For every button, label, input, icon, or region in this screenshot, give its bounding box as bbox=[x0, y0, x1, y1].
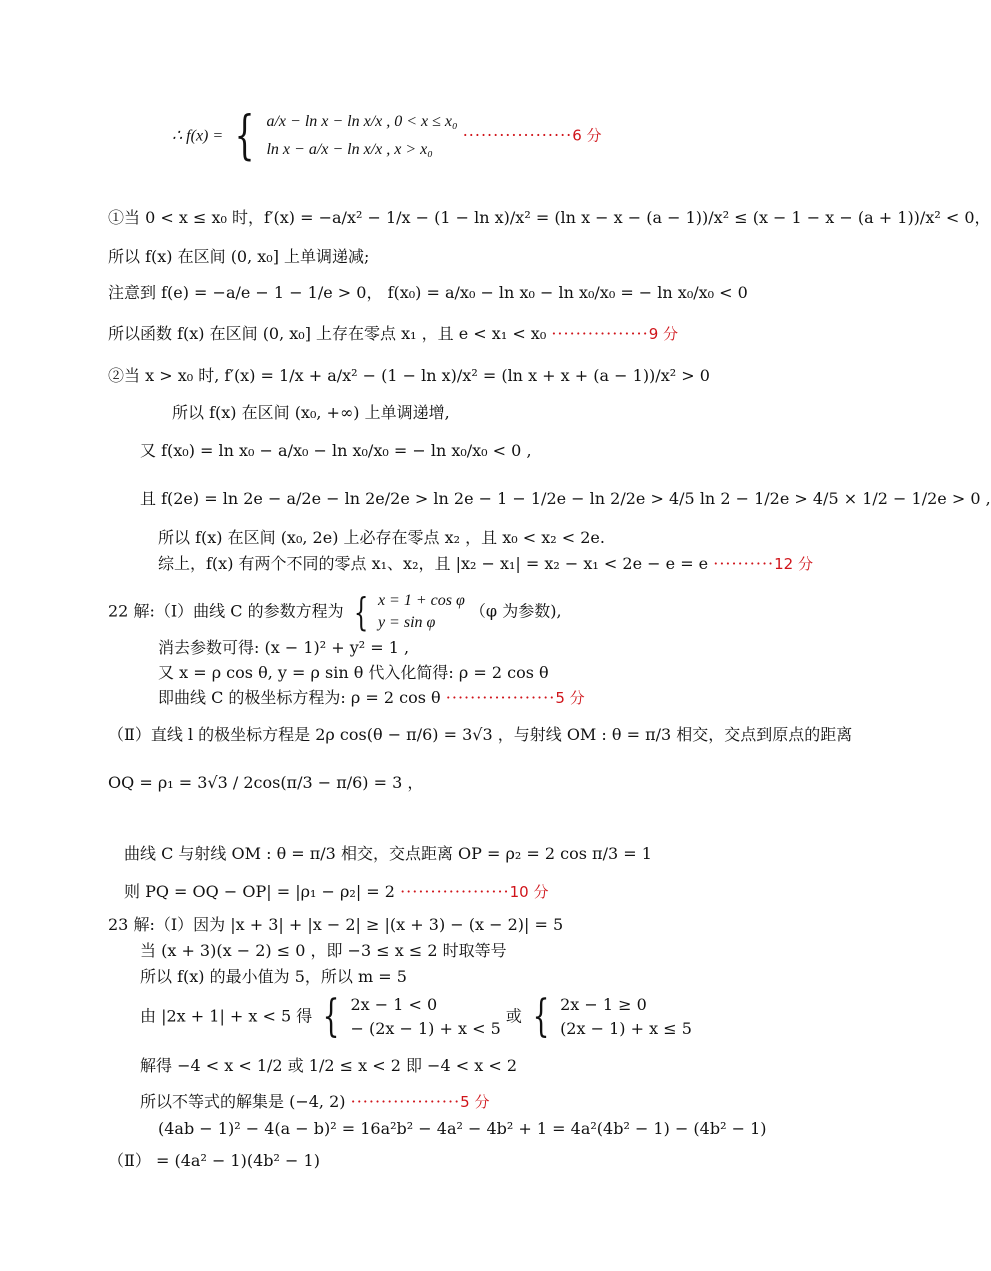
conclusion bbox=[158, 553, 813, 575]
left-brace: { bbox=[234, 106, 255, 166]
zero-x1-text: 所以函数 f(x) 在区间 (0, x₀] 上存在零点 x₁ ，且 e < x₁ < x₀ bbox=[108, 324, 547, 343]
score-6: 6 分 bbox=[572, 126, 602, 145]
pq-distance-text: 则 PQ = OQ − OP| = |ρ₁ − ρ₂| = 2 bbox=[124, 882, 395, 901]
solution-set-text: 所以不等式的解集是 (−4, 2) bbox=[140, 1092, 346, 1111]
note-values: 注意到 f(e) = −a/e − 1 − 1/e > 0， f(x₀) = a/x₀ − ln x₀ − ln x₀/x₀ = − ln x₀/x₀ < 0 bbox=[108, 283, 748, 302]
score-12: 12 分 bbox=[774, 555, 813, 573]
oq-distance: OQ = ρ₁ = 3√3 / 2cos(π/3 − π/6) = 3 ， bbox=[108, 773, 424, 792]
score-dots: ················ bbox=[551, 324, 649, 343]
substitute-polar: 又 x = ρ cos θ, y = ρ sin θ 代入化简得: ρ = 2 cos θ bbox=[158, 663, 549, 682]
zero-x1 bbox=[108, 323, 678, 345]
min-value: 所以 f(x) 的最小值为 5，所以 m = 5 bbox=[140, 967, 407, 986]
score-5: 5 分 bbox=[555, 689, 585, 707]
piece-case-2: ln x − a/x − ln x/x , x > x₀ bbox=[266, 141, 433, 158]
piece-prefix: ∴ f(x) = bbox=[172, 127, 224, 145]
param-system bbox=[378, 590, 465, 634]
part2-label: （Ⅱ） bbox=[108, 1151, 151, 1170]
monotone-increasing: 所以 f(x) 在区间 (x₀, +∞) 上单调递增, bbox=[172, 403, 450, 422]
system-b-1: 2x − 1 ≥ 0 bbox=[560, 995, 647, 1014]
piece-case-1: a/x − ln x − ln x/x , 0 < x ≤ x₀ bbox=[266, 113, 458, 130]
p23-part1: 23 解:（Ⅰ）因为 |x + 3| + |x − 2| ≥ |(x + 3) − (x − 2)| = 5 bbox=[108, 915, 564, 934]
solution-range: 解得 −4 < x < 1/2 或 1/2 ≤ x < 2 即 −4 < x < 2 bbox=[140, 1056, 518, 1075]
case-2-derivative: ②当 x > x₀ 时, f′(x) = 1/x + a/x² − (1 − ln x)/x² = (ln x + x + (a − 1))/x² > 0 bbox=[108, 366, 710, 385]
piecewise-definition bbox=[172, 108, 602, 164]
factorization bbox=[108, 1150, 320, 1172]
f-x0-negative: 又 f(x₀) = ln x₀ − a/x₀ − ln x₀/x₀ = − ln x₀/x₀ < 0 , bbox=[140, 441, 532, 460]
score-dots: ·················· bbox=[350, 1092, 461, 1111]
left-brace: { bbox=[532, 991, 550, 1042]
inequality-prefix: 由 |2x + 1| + x < 5 得 bbox=[140, 1006, 313, 1026]
expansion: (4ab − 1)² − 4(a − b)² = 16a²b² − 4a² − 4b² + 1 = 4a²(4b² − 1) − (4b² − 1) bbox=[158, 1119, 767, 1138]
param-eq-2: y = sin φ bbox=[377, 614, 436, 631]
p22-part1 bbox=[108, 590, 562, 634]
f-2e-positive: 且 f(2e) = ln 2e − a/2e − ln 2e/2e > ln 2e − 1 − 1/2e − ln 2/2e > 4/5 ln 2 − 1/2e > 4/5 × 1/2 − 1/2e > 0 , bbox=[140, 489, 991, 508]
equality-condition: 当 (x + 3)(x − 2) ≤ 0 ，即 −3 ≤ x ≤ 2 时取等号 bbox=[140, 941, 507, 960]
system-b bbox=[560, 993, 692, 1041]
solution-set bbox=[140, 1091, 489, 1113]
eliminate-parameter: 消去参数可得: (x − 1)² + y² = 1 , bbox=[158, 638, 410, 657]
inequality-system bbox=[140, 993, 692, 1041]
system-b-2: (2x − 1) + x ≤ 5 bbox=[560, 1019, 692, 1038]
score-dots: ·················· bbox=[462, 125, 573, 145]
score-10: 10 分 bbox=[509, 883, 549, 901]
score-dots: ·········· bbox=[713, 554, 775, 573]
score-dots: ·················· bbox=[445, 688, 556, 707]
score-dots: ·················· bbox=[400, 882, 510, 901]
monotone-decreasing: 所以 f(x) 在区间 (0, x₀] 上单调递减; bbox=[108, 247, 370, 266]
op-distance: 曲线 C 与射线 OM : θ = π/3 相交，交点距离 OP = ρ₂ = 2 cos π/3 = 1 bbox=[124, 844, 652, 863]
score-9: 9 分 bbox=[648, 325, 679, 343]
p22-part2: （Ⅱ）直线 l 的极坐标方程是 2ρ cos(θ − π/6) = 3√3 ，与射线 OM : θ = π/3 相交，交点到原点的距离 bbox=[108, 725, 853, 744]
param-note: （φ 为参数), bbox=[469, 601, 562, 621]
zero-x2: 所以 f(x) 在区间 (x₀, 2e) 上必存在零点 x₂ ，且 x₀ < x₂ < 2e. bbox=[158, 528, 605, 547]
factorization-text: = (4a² − 1)(4b² − 1) bbox=[155, 1151, 320, 1170]
p22-part1-text: 22 解:（Ⅰ）曲线 C 的参数方程为 bbox=[108, 601, 344, 621]
score-5b: 5 分 bbox=[460, 1093, 490, 1111]
left-brace: { bbox=[353, 590, 369, 634]
system-a bbox=[350, 993, 500, 1041]
param-eq-1: x = 1 + cos φ bbox=[377, 592, 465, 609]
system-a-1: 2x − 1 < 0 bbox=[350, 995, 438, 1014]
case-1-derivative: ①当 0 < x ≤ x₀ 时，f′(x) = −a/x² − 1/x − (1 − ln x)/x² = (ln x − x − (a − 1))/x² ≤ (x − 1 − x − (a + 1))/x² < 0， bbox=[108, 208, 991, 227]
polar-equation bbox=[158, 687, 585, 709]
or-label: 或 bbox=[505, 1006, 522, 1026]
polar-equation-text: 即曲线 C 的极坐标方程为: ρ = 2 cos θ bbox=[158, 688, 441, 707]
left-brace: { bbox=[322, 991, 340, 1042]
piece-cases bbox=[266, 108, 457, 164]
pq-distance bbox=[124, 881, 548, 903]
system-a-2: − (2x − 1) + x < 5 bbox=[350, 1019, 501, 1038]
conclusion-text: 综上，f(x) 有两个不同的零点 x₁、x₂，且 |x₂ − x₁| = x₂ − x₁ < 2e − e = e bbox=[158, 554, 709, 573]
